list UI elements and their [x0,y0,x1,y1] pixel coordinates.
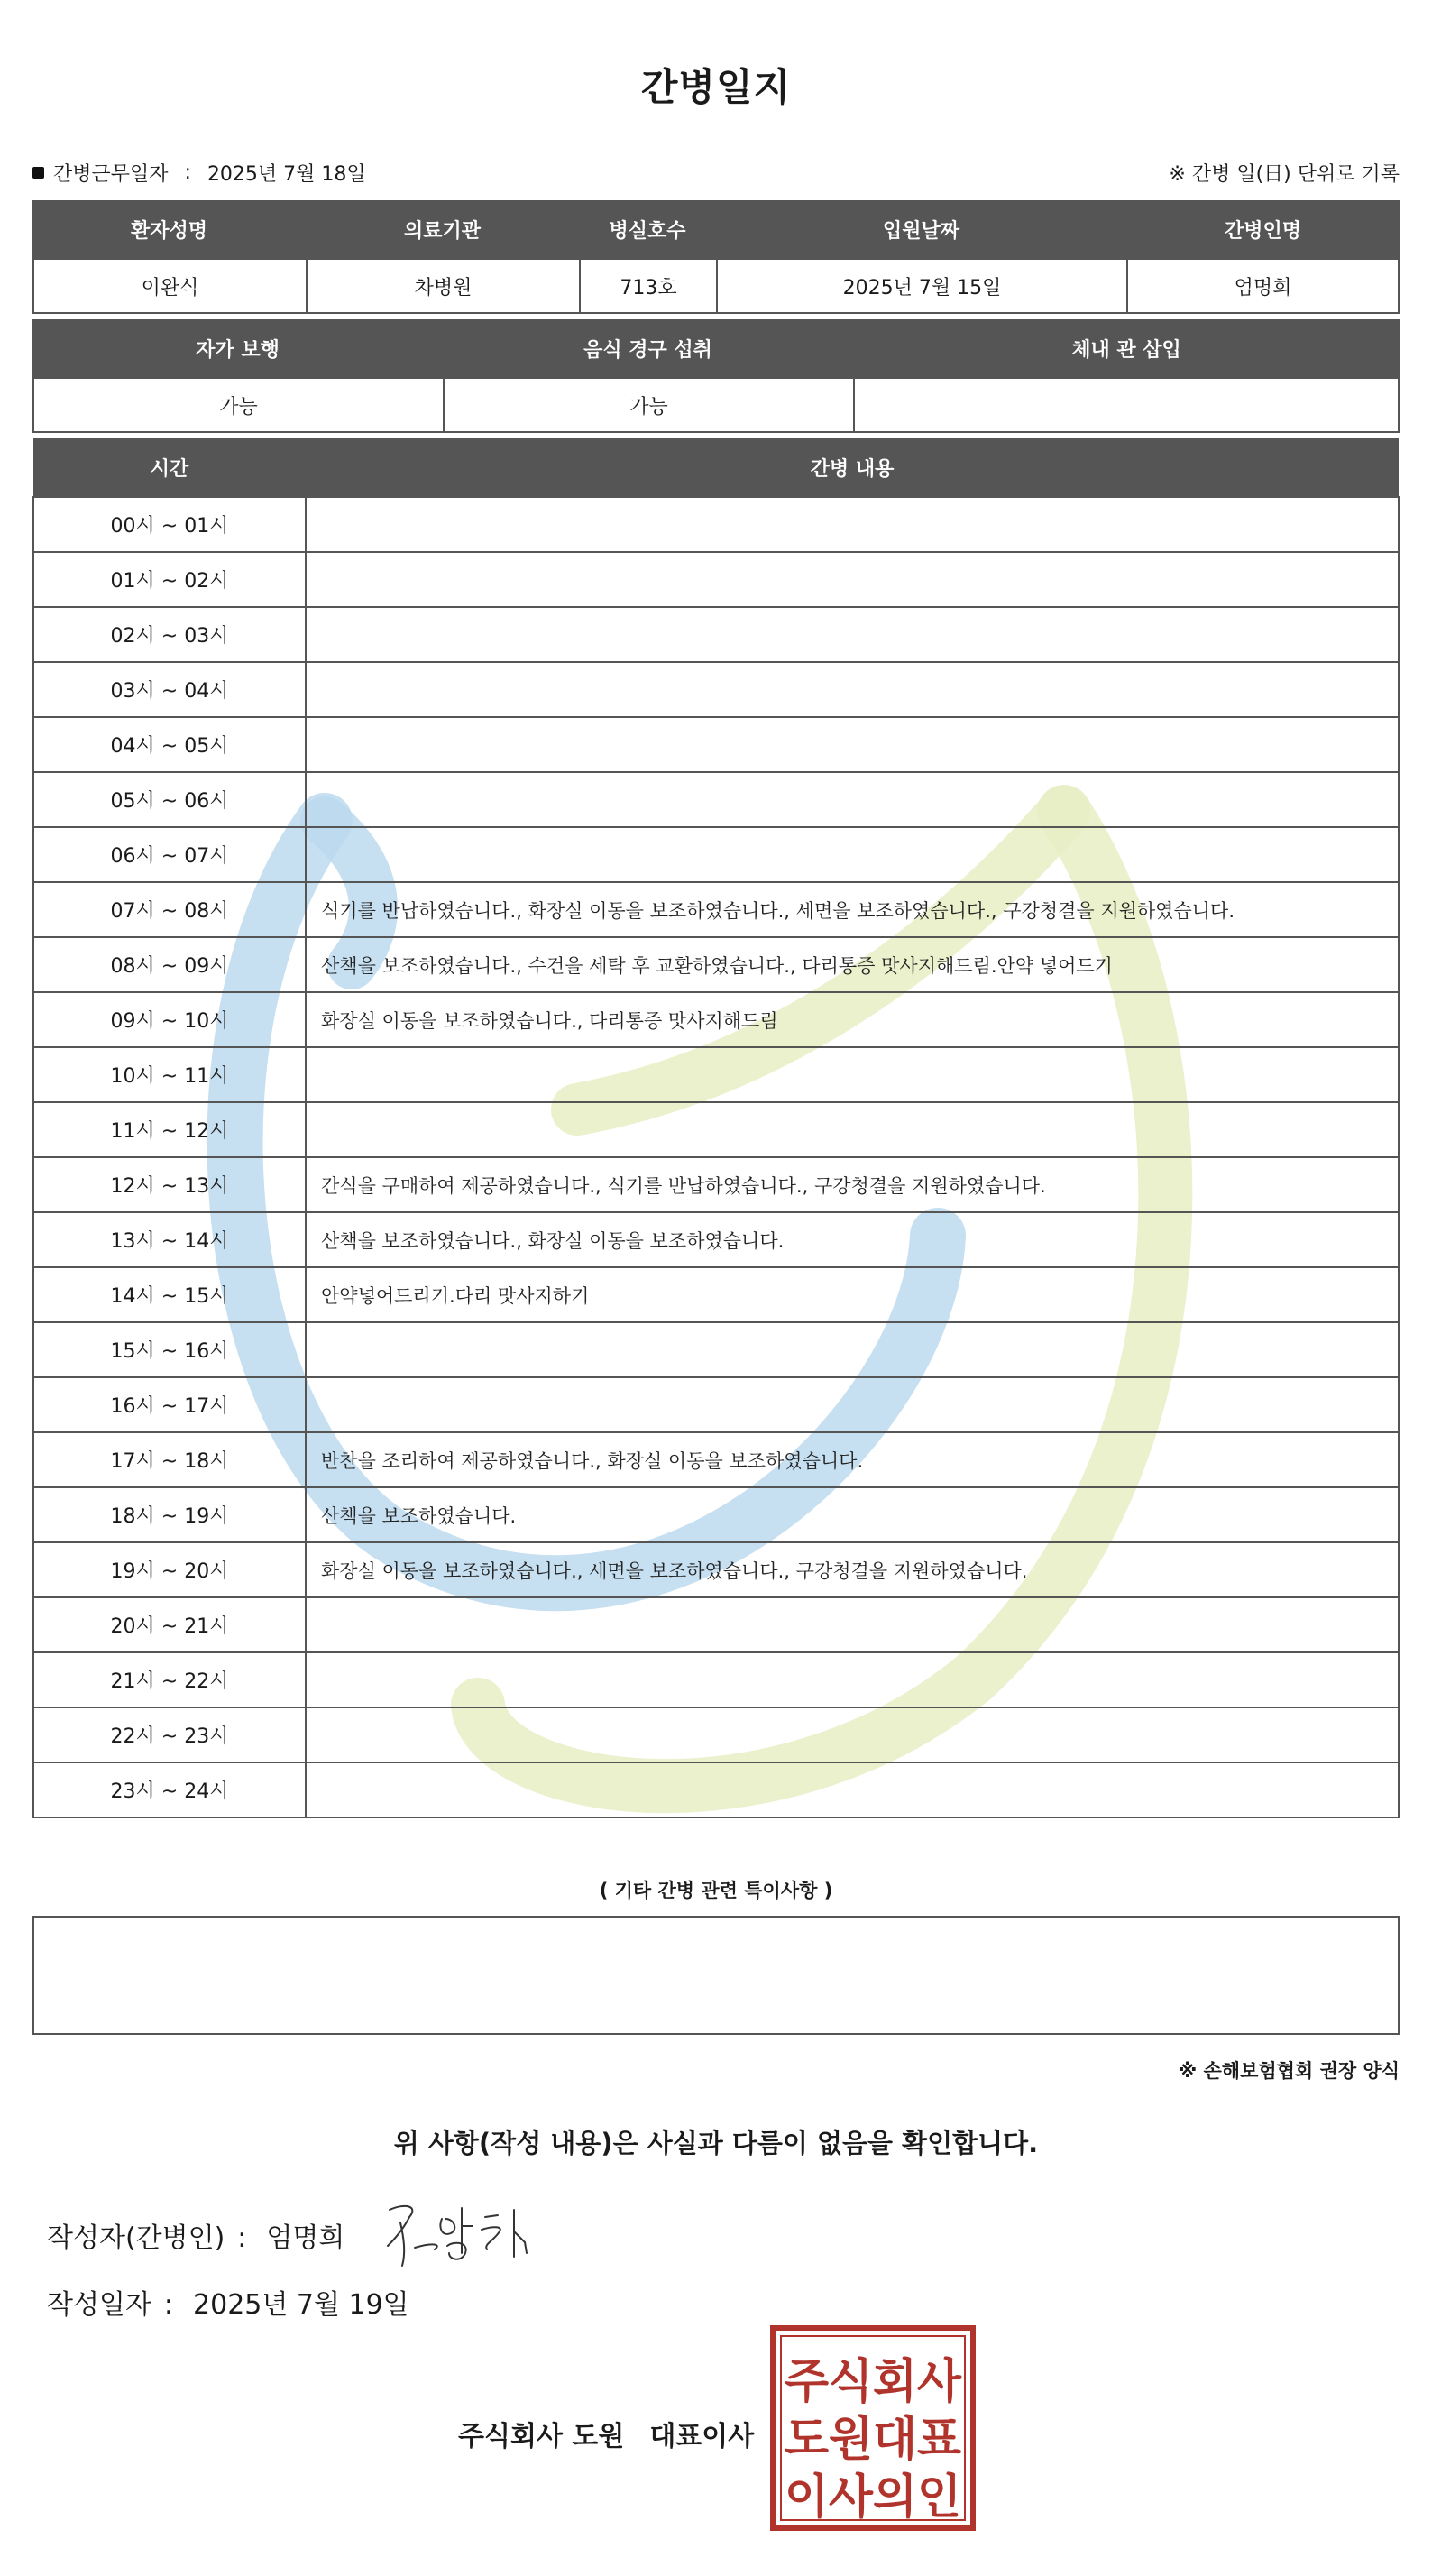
log-note-cell: 산책을 보조하였습니다., 화장실 이동을 보조하였습니다. [306,1212,1399,1267]
log-note-cell [306,1047,1399,1102]
log-row [33,882,1399,937]
confirmation-statement: 위 사항(작성 내용)은 사실과 다름이 없음을 확인합니다. [393,2128,1039,2158]
log-note-cell: 반찬을 조리하여 제공하였습니다., 화장실 이동을 보조하였습니다. [306,1432,1399,1487]
log-time-cell: 18시 ~ 19시 [33,1487,306,1542]
log-note-cell [306,552,1399,607]
log-row [33,662,1399,717]
care-log-body [33,497,1399,1817]
log-row [33,827,1399,882]
oral-intake-header: 음식 경구 섭취 [583,338,712,362]
log-row [33,607,1399,662]
log-row [33,1487,1399,1542]
caregiver-header: 간병인명 [1224,219,1301,243]
log-time-cell: 19시 ~ 20시 [33,1542,306,1597]
log-row [33,1377,1399,1432]
log-time-cell: 02시 ~ 03시 [33,607,306,662]
hospital-header: 의료기관 [403,219,481,243]
square-bullet-icon [32,167,44,179]
log-time-cell: 21시 ~ 22시 [33,1652,306,1707]
log-note-cell [306,1322,1399,1377]
patient-name-value: 이완식 [32,258,308,314]
writer-label: 작성자(간병인) [47,2222,225,2254]
log-time-cell: 08시 ~ 09시 [33,937,306,992]
walking-header: 자가 보행 [196,338,280,362]
log-row [33,1212,1399,1267]
company-seal [770,2325,976,2531]
log-time-cell: 22시 ~ 23시 [33,1707,306,1762]
status-header-row [32,319,1400,377]
log-note-cell [306,717,1399,772]
log-note-cell: 화장실 이동을 보조하였습니다., 세면을 보조하였습니다., 구강청결을 지원하였습니다. [306,1542,1399,1597]
log-time-cell: 05시 ~ 06시 [33,772,306,827]
log-row [33,1047,1399,1102]
log-time-cell: 11시 ~ 12시 [33,1102,306,1157]
care-content-header: 간병 내용 [306,438,1399,497]
time-header: 시간 [33,438,306,497]
writer-line [47,2215,344,2255]
log-time-cell: 04시 ~ 05시 [33,717,306,772]
log-row [33,1157,1399,1212]
log-note-cell [306,1762,1399,1817]
company-role: 대표이사 [649,2421,755,2452]
patient-name-header: 환자성명 [130,219,207,243]
log-time-cell: 03시 ~ 04시 [33,662,306,717]
walking-value: 가능 [32,377,445,433]
log-note-cell [306,1102,1399,1157]
log-note-cell: 식기를 반납하였습니다., 화장실 이동을 보조하였습니다., 세면을 보조하였습니다., 구강청결을 지원하였습니다. [306,882,1399,937]
log-time-cell: 16시 ~ 17시 [33,1377,306,1432]
log-note-cell [306,607,1399,662]
patient-header-row [32,200,1400,258]
log-row [33,552,1399,607]
room-header: 병실호수 [609,219,686,243]
log-row [33,992,1399,1047]
admission-date-value: 2025년 7월 15일 [716,258,1128,314]
log-row [33,1652,1399,1707]
log-note-cell [306,1377,1399,1432]
writer-sep: : [237,2222,247,2254]
log-row [33,1597,1399,1652]
remarks-title: ( 기타 간병 관련 특이사항 ) [599,1880,833,1901]
log-time-cell: 06시 ~ 07시 [33,827,306,882]
status-value-row [32,377,1400,433]
tube-header: 체내 관 삽입 [1071,338,1181,362]
log-time-cell: 17시 ~ 18시 [33,1432,306,1487]
written-date-label: 작성일자 [47,2289,151,2321]
log-row [33,772,1399,827]
remarks-box [32,1916,1400,2035]
log-row [33,1267,1399,1322]
company-name: 주식회사 도원 [458,2421,625,2452]
log-row [33,1102,1399,1157]
work-date [32,159,366,187]
tube-value [853,377,1400,433]
written-date-value: 2025년 7월 19일 [193,2289,409,2321]
log-note-cell [306,662,1399,717]
admission-date-header: 입원날짜 [882,219,959,243]
log-time-cell: 07시 ~ 08시 [33,882,306,937]
log-time-cell: 14시 ~ 15시 [33,1267,306,1322]
written-date-line [47,2282,409,2322]
work-date-sep: : [184,161,191,184]
seal-line-3: 이사의인 [785,2470,961,2525]
insurance-note: ※ 손해보험협회 권장 양식 [1178,2060,1400,2082]
seal-line-1: 주식회사 [785,2355,962,2409]
log-note-cell [306,1597,1399,1652]
log-row [33,1432,1399,1487]
log-note-cell [306,1707,1399,1762]
log-time-cell: 12시 ~ 13시 [33,1157,306,1212]
work-date-label: 간병근무일자 [53,163,169,186]
handwritten-signature [379,2190,532,2271]
written-date-sep: : [163,2289,174,2321]
log-note-cell: 간식을 구매하여 제공하였습니다., 식기를 반납하였습니다., 구강청결을 지원하였습니다. [306,1157,1399,1212]
log-row [33,717,1399,772]
company-line [458,2414,754,2453]
log-time-cell: 10시 ~ 11시 [33,1047,306,1102]
log-row [33,1322,1399,1377]
log-time-cell: 15시 ~ 16시 [33,1322,306,1377]
work-date-value: 2025년 7월 18일 [207,163,366,186]
log-note-cell [306,1652,1399,1707]
care-log-header-row [33,438,1399,497]
log-time-cell: 00시 ~ 01시 [33,497,306,552]
log-row [33,1707,1399,1762]
log-row [33,937,1399,992]
log-time-cell: 13시 ~ 14시 [33,1212,306,1267]
log-time-cell: 20시 ~ 21시 [33,1597,306,1652]
log-time-cell: 01시 ~ 02시 [33,552,306,607]
log-row [33,1762,1399,1817]
oral-intake-value: 가능 [443,377,855,433]
room-value: 713호 [579,258,718,314]
log-note-cell: 화장실 이동을 보조하였습니다., 다리통증 맛사지해드림 [306,992,1399,1047]
log-note-cell: 산책을 보조하였습니다., 수건을 세탁 후 교환하였습니다., 다리통증 맛사지해드림.안약 넣어드기 [306,937,1399,992]
caregiver-value: 엄명희 [1126,258,1400,314]
log-time-cell: 09시 ~ 10시 [33,992,306,1047]
writer-name: 엄명희 [266,2222,345,2254]
log-note-cell [306,772,1399,827]
log-note-cell [306,827,1399,882]
care-log-table [32,438,1400,1818]
log-note-cell: 안약넣어드리기.다리 맛사지하기 [306,1267,1399,1322]
log-row [33,497,1399,552]
log-note-cell: 산책을 보조하였습니다. [306,1487,1399,1542]
record-unit-note: ※ 간병 일(日) 단위로 기록 [1169,163,1400,186]
seal-line-2: 도원대표 [785,2413,961,2467]
patient-value-row [32,258,1400,314]
hospital-value: 차병원 [306,258,581,314]
log-time-cell: 23시 ~ 24시 [33,1762,306,1817]
log-note-cell [306,497,1399,552]
page-title: 간병일지 [640,65,792,109]
log-row [33,1542,1399,1597]
